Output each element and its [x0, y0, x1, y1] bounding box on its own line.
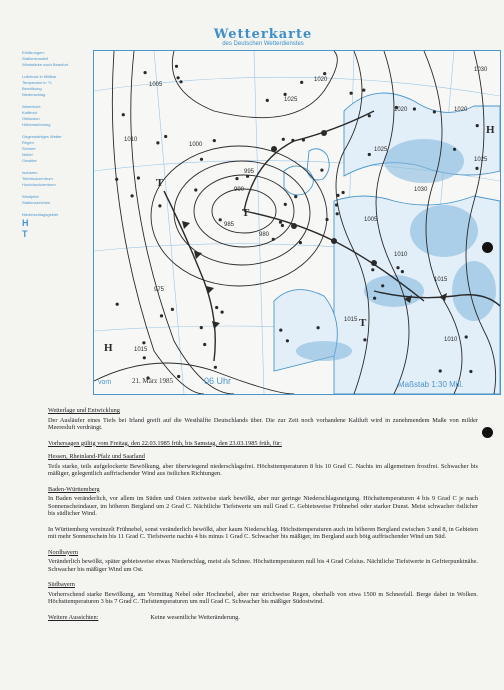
station-marker	[214, 366, 217, 369]
isobar-label: 1030	[474, 67, 488, 73]
legend-line: Bewölkung	[22, 86, 42, 91]
station-marker	[335, 203, 338, 206]
station-marker	[433, 110, 436, 113]
low-pressure-center: T	[156, 177, 164, 189]
station-marker	[160, 314, 163, 317]
development-text: Der Ausläufer eines Tiefs bei Irland greift auf die Westhälfte Deutschlands über. Die zur Zeit noch vorhandene Kaltluft wird in zunehmendem Maße von milder Meeresluft verdrängt.	[48, 416, 478, 431]
station-marker	[203, 343, 206, 346]
forecast-heading: Vorhersagen gültig vom Freitag, den 22.03.1985 früh, bis Samstag, den 23.03.1985 früh, für:	[48, 439, 282, 447]
station-marker	[272, 238, 275, 241]
station-marker	[439, 369, 442, 372]
station-marker	[279, 221, 282, 224]
isobar-label: 1030	[414, 187, 428, 193]
station-marker	[221, 311, 224, 314]
station-marker	[325, 218, 328, 221]
legend-line: Temperatur in °C	[22, 80, 53, 85]
outlook-text: Keine wesentliche Wetteränderung.	[150, 613, 240, 621]
region-heading: Baden-Württemberg	[48, 485, 100, 493]
isobar-label: 1020	[314, 77, 328, 83]
outlook-row	[48, 614, 478, 624]
station-marker	[122, 113, 125, 116]
station-marker	[368, 114, 371, 117]
region-heading: Südbayern	[48, 581, 75, 588]
station-marker	[284, 93, 287, 96]
region-text: Teils starke, teils aufgelockerte Bewölkung, aber überwiegend niederschlagsfrei. Höchsttemperaturen 8 bis 10 Grad C. Nachts im allgemeinen frostfrei. Schwacher bis mäßiger, gelegentlich auffrischender Wind aus östlichen Richtungen.	[48, 462, 478, 477]
legend-line: Tiefdruckzentrum	[22, 176, 53, 181]
legend-line: Hochdruckzentrum	[22, 182, 56, 187]
legend-symbol: T	[22, 229, 28, 239]
isobar-label: 1010	[444, 337, 458, 343]
region-forecasts	[48, 453, 478, 606]
station-marker	[279, 329, 282, 332]
station-marker	[453, 148, 456, 151]
station-marker	[475, 167, 478, 170]
station-marker	[294, 195, 297, 198]
map-from-label: vom	[98, 379, 112, 386]
region-text: In Baden veränderlich, vor allem im Süden und Osten zeitweise stark bewölkt, aber nur geringe Niederschlagsneigung. Höchsttemperaturen 4 bis 9 Grad C je nach Sonnenscheindauer, im höheren Bergland um 2 Grad C. Nächtliche Tiefstwerte um null Grad C. Gebietsweise Frühnebel oder starker Dunst. Meist schwacher östlicher bis südlicher Wind.	[48, 495, 478, 517]
station-marker	[284, 203, 287, 206]
weather-map-svg	[94, 51, 500, 394]
station-marker	[342, 191, 345, 194]
station-marker	[323, 72, 326, 75]
station-marker	[300, 81, 303, 84]
station-marker	[281, 224, 284, 227]
legend-line: Warmfront	[22, 104, 41, 109]
isobar-label: 1025	[374, 147, 388, 153]
legend-line: Windstärke nach Beaufort	[22, 62, 69, 67]
isobar-label: 1025	[284, 97, 298, 103]
station-marker	[299, 241, 302, 244]
station-marker	[368, 153, 371, 156]
isobar-label: 980	[259, 232, 270, 238]
legend-line: Gewitter	[22, 158, 37, 163]
station-marker	[362, 89, 365, 92]
isobar-label: 985	[224, 222, 235, 228]
station-marker	[137, 176, 140, 179]
station-marker	[200, 326, 203, 329]
station-marker	[373, 297, 376, 300]
legend-line: Schnee	[22, 146, 36, 151]
legend-line: Kaltfront	[22, 110, 37, 115]
station-marker	[200, 158, 203, 161]
station-marker	[156, 141, 159, 144]
legend-line: Luftdruck in Millibar	[22, 74, 57, 79]
development-heading: Wetterlage und Entwicklung	[48, 407, 120, 414]
station-marker	[179, 80, 182, 83]
station-marker	[158, 204, 161, 207]
station-marker	[143, 356, 146, 359]
legend-line: Erklärungen:	[22, 50, 45, 55]
legend-line: Gegenwärtiges Wetter	[22, 134, 62, 139]
station-marker	[131, 194, 134, 197]
station-marker	[291, 139, 294, 142]
map-date: 21. März 1985	[132, 377, 174, 385]
station-marker	[215, 306, 218, 309]
high-pressure-center: H	[104, 342, 113, 354]
legend-line: Okklusion	[22, 116, 40, 121]
legend-line: Regen	[22, 140, 34, 145]
isobar-label: 1005	[364, 217, 378, 223]
station-marker	[336, 194, 339, 197]
station-marker	[302, 138, 305, 141]
station-marker	[282, 138, 285, 141]
legend-line: Windpfeil	[22, 194, 39, 199]
station-marker	[219, 218, 222, 221]
station-marker	[413, 107, 416, 110]
station-marker	[115, 178, 118, 181]
station-marker	[465, 335, 468, 338]
legend-line: Höhenströmung	[22, 122, 51, 127]
isobar-label: 975	[154, 287, 165, 293]
weather-map	[93, 50, 501, 395]
isobar-label: 1020	[454, 107, 468, 113]
isobar-label: 1015	[134, 347, 148, 353]
station-marker	[194, 188, 197, 191]
station-marker	[116, 303, 119, 306]
isobar-label: 990	[234, 187, 245, 193]
station-marker	[164, 135, 167, 138]
high-pressure-center: H	[486, 124, 495, 136]
isobar-label: 1020	[394, 107, 408, 113]
page-subtitle: des Deutschen Wetterdienstes	[222, 41, 304, 47]
forecast-text	[48, 407, 478, 623]
station-marker	[469, 370, 472, 373]
region-heading: Nordbayern	[48, 548, 79, 556]
station-marker	[363, 338, 366, 341]
region-text: Vorherrschend starke Bewölkung, am Vormittag Nebel oder Hochnebel, aber nur strichweise Regen, oberhalb von etwa 1500 m Schneefall. Berge dabei in Wolken. Höchsttemperaturen 3 bis 7 Grad C. Tiefsttemperaturen um null Grad C. Schwacher bis mäßiger Südostwind.	[48, 590, 478, 605]
legend-line: Stationsmodell	[22, 56, 49, 61]
station-marker	[371, 268, 374, 271]
legend-line: Stationszeichen	[22, 200, 51, 205]
station-marker	[175, 65, 178, 68]
map-legend	[22, 50, 90, 395]
station-marker	[350, 92, 353, 95]
legend-line: Niederschlag	[22, 92, 46, 97]
isobar-label: 1015	[434, 277, 448, 283]
punch-hole	[482, 427, 493, 438]
low-pressure-center: T	[242, 207, 250, 219]
punch-hole	[482, 242, 493, 253]
region-text: Veränderlich bewölkt, später gebietsweise etwas Niederschlag, meist als Schnee. Höchsttemperaturen null bis 4 Grad Celsius. Nächtliche Tiefstwerte in Gefrierpunktnähe. Schwacher bis mäßiger Wind um Ost.	[48, 558, 478, 573]
station-marker	[266, 99, 269, 102]
outlook-heading: Weitere Aussichten:	[48, 613, 99, 621]
region-text: In Württemberg vereinzelt Frühnebel, sonst veränderlich bewölkt, aber kaum Niederschlag. Höchsttemperaturen auch im höheren Bergland zwischen 3 und 8, in Gebieten mit mehr Sonnenschein bis 11 Grad C. Tiefstwerte nachts 4 bis minus 1 Grad C. Schwacher bis mäßiger, im Bergland auch böig auffrischender Wind um Süd.	[48, 525, 478, 540]
station-marker	[177, 375, 180, 378]
low-pressure-center: T	[359, 317, 367, 329]
map-scale: Maßstab 1:30 Mill.	[398, 380, 464, 389]
legend-symbol: H	[22, 218, 29, 228]
legend-line: Isobaren	[22, 170, 38, 175]
station-marker	[381, 284, 384, 287]
region-heading: Hessen, Rheinland-Pfalz und Saarland	[48, 453, 145, 460]
station-marker	[177, 76, 180, 79]
station-marker	[142, 341, 145, 344]
isobar-label: 1000	[189, 142, 203, 148]
station-marker	[317, 326, 320, 329]
legend-line: Niederschlagsgebiet	[22, 212, 59, 217]
station-marker	[213, 139, 216, 142]
isobar-label: 1005	[149, 82, 163, 88]
map-time: 06 Uhr	[204, 376, 232, 386]
station-marker	[235, 177, 238, 180]
isobar-label: 1010	[124, 137, 138, 143]
isobar-label: 995	[244, 169, 255, 175]
isobar-label: 1015	[344, 317, 358, 323]
station-marker	[246, 175, 249, 178]
station-marker	[336, 212, 339, 215]
station-marker	[476, 124, 479, 127]
station-marker	[320, 169, 323, 172]
legend-line: Nebel	[22, 152, 33, 157]
station-marker	[401, 270, 404, 273]
page-title: Wetterkarte	[213, 27, 313, 42]
station-marker	[171, 308, 174, 311]
station-marker	[144, 71, 147, 74]
station-marker	[396, 266, 399, 269]
station-marker	[286, 339, 289, 342]
isobar-label: 1010	[394, 252, 408, 258]
isobar-label: 1025	[474, 157, 488, 163]
